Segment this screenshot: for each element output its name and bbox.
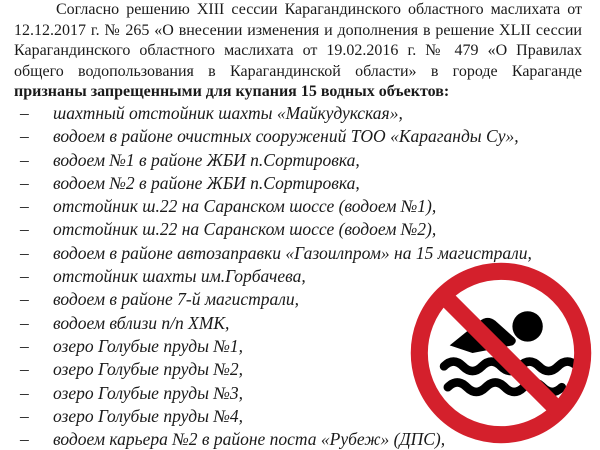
list-item (14, 125, 574, 148)
list-item-text: водоем №1 в районе ЖБИ п.Сортировка, (53, 149, 360, 170)
list-item-text: отстойник ш.22 на Саранском шоссе (водоем №1), (53, 196, 437, 217)
list-dash: – (20, 219, 29, 240)
list-item-text: водоем №2 в районе ЖБИ п.Сортировка, (53, 172, 360, 193)
list-item-text: водоем в районе автозаправки «Газоилпром» на 15 магистрали, (53, 242, 532, 263)
list-dash: – (20, 103, 29, 123)
list-dash: – (20, 335, 29, 356)
list-item-text: шахтный отстойник шахты «Майкудукская», (53, 103, 403, 123)
list-dash: – (20, 312, 29, 333)
list-item (14, 172, 574, 195)
list-dash: – (20, 149, 29, 170)
intro-paragraph (14, 0, 582, 103)
list-item-text: озеро Голубые пруды №3, (53, 382, 244, 403)
list-dash: – (20, 405, 29, 426)
intro-bold-text: признаны запрещенными для купания 15 водных объектов: (14, 83, 450, 100)
intro-text: Согласно решению XIII сессии Карагандинского областного маслихата от 12.12.2017 г. № 265 «О внесении изменения и дополнения в решение XLII сессии Карагандинского областного маслихата от 19.02.2016 г. № 479 «О Правилах общего водопользования в Карагандинской области» в городе Караганде (14, 1, 582, 80)
list-dash: – (20, 359, 29, 380)
list-dash: – (20, 266, 29, 287)
list-item (14, 149, 574, 172)
list-dash: – (20, 429, 29, 450)
list-item-text: озеро Голубые пруды №2, (53, 359, 244, 380)
list-item-text: озеро Голубые пруды №1, (53, 335, 244, 356)
no-swimming-icon (406, 258, 596, 448)
list-item-text: водоем карьера №2 в районе поста «Рубеж» (ДПС), (53, 429, 446, 450)
list-item-text: водоем в районе 7-й магистрали, (53, 289, 300, 310)
list-item (14, 218, 574, 241)
list-dash: – (20, 242, 29, 263)
swimmer-head (512, 311, 542, 341)
list-item (14, 102, 574, 125)
list-item-text: озеро Голубые пруды №4, (53, 405, 244, 426)
list-dash: – (20, 289, 29, 310)
list-dash: – (20, 172, 29, 193)
list-dash: – (20, 196, 29, 217)
list-item-text: водоем вблизи п/п ХМК, (53, 312, 230, 333)
list-item-text: отстойник шахты им.Горбачева, (53, 266, 306, 287)
list-item (14, 195, 574, 218)
list-item-text: водоем в районе очистных сооружений ТОО «Караганды Су», (53, 126, 519, 147)
list-dash: – (20, 126, 29, 147)
list-dash: – (20, 382, 29, 403)
list-item-text: отстойник ш.22 на Саранском шоссе (водоем №2), (53, 219, 437, 240)
